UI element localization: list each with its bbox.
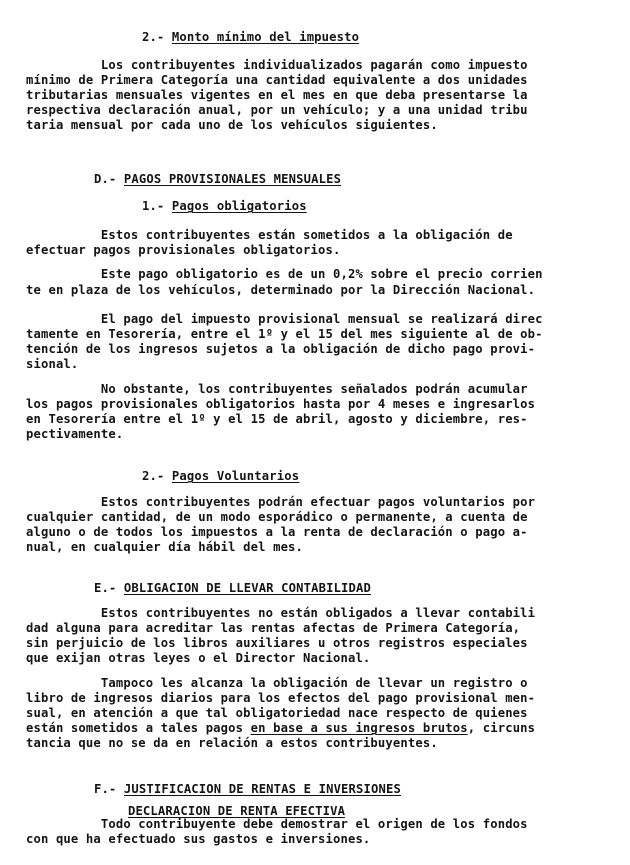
paragraph-line: sional. (26, 357, 79, 371)
paragraph-line: nual, en cualquier día hábil del mes. (26, 540, 304, 554)
section-letter: F.- (93, 782, 117, 796)
paragraph-line: No obstante, los contribuyentes señalados podrán acumular (26, 382, 528, 396)
paragraph-line: en Tesorería entre el 1º y el 15 de abril, agosto y diciembre, res- (26, 412, 528, 426)
section-number: 2.- (141, 30, 165, 44)
paragraph-line: Estos contribuyentes no están obligados a llevar contabili (26, 606, 536, 620)
section-subtitle: DECLARACION DE RENTA EFECTIVA (127, 804, 346, 818)
paragraph-line: los pagos provisionales obligatorios hasta por 4 meses e ingresarlos (26, 397, 536, 411)
paragraph-line: taria mensual por cada uno de los vehículos siguientes. (26, 118, 438, 132)
section-letter: E.- (93, 581, 117, 595)
section-letter: D.- (93, 172, 117, 186)
paragraph-line: tancia que no se da en relación a estos contribuyentes. (26, 736, 438, 750)
paragraph-line: Los contribuyentes individualizados pagarán como impuesto (26, 58, 528, 72)
paragraph-line: sin perjuicio de los libros auxiliares u otros registros especiales (26, 636, 528, 650)
paragraph-line: efectuar pagos provisionales obligatorios. (26, 243, 341, 257)
subsection-title: Pagos obligatorios (171, 199, 307, 213)
paragraph-line: alguno o de todos los impuestos a la renta de declaración o pago a- (26, 525, 528, 539)
paragraph-line: tamente en Tesorería, entre el 1º y el 15 del mes siguiente al de ob- (26, 327, 543, 341)
paragraph-line (26, 721, 535, 736)
paragraph-line: mínimo de Primera Categoría una cantidad equivalente a dos unidades (26, 73, 528, 87)
section-title: OBLIGACION DE LLEVAR CONTABILIDAD (123, 581, 372, 595)
subsection-number: 1.- (141, 199, 165, 213)
paragraph-line: Tampoco les alcanza la obligación de llevar un registro o (26, 676, 528, 690)
paragraph-line: dad alguna para acreditar las rentas afectas de Primera Categoría, (26, 621, 521, 635)
paragraph-line: Estos contribuyentes están sometidos a la obligación de (26, 228, 513, 242)
section-e-heading (64, 566, 371, 611)
paragraph-line: cualquier cantidad, de un modo esporádico o permanente, a cuenta de (26, 510, 528, 524)
paragraph-line: tención de los ingresos sujetos a la obligación de dicho pago provi- (26, 342, 536, 356)
paragraph-line: sual, en atención a que tal obligatoriedad nace respecto de quienes (26, 706, 528, 720)
paragraph-line: El pago del impuesto provisional mensual se realizará direc (26, 312, 543, 326)
subsection-number: 2.- (141, 469, 165, 483)
text-fragment: están sometidos a tales pagos (26, 721, 251, 735)
text-fragment: , circuns (467, 721, 536, 735)
paragraph-line: con que ha efectuado sus gastos e inversiones. (26, 832, 371, 846)
paragraph-line: tributarias mensuales vigentes en el mes en que deba presentarse la (26, 88, 528, 102)
section-2-heading (112, 15, 359, 60)
paragraph-line: te en plaza de los vehículos, determinado por la Dirección Nacional. (26, 283, 536, 297)
paragraph-line: Estos contribuyentes podrán efectuar pagos voluntarios por (26, 495, 536, 509)
underlined-phrase: en base a sus ingresos brutos (250, 721, 468, 735)
paragraph-line: respectiva declaración anual, por un vehículo; y a una unidad tribu (26, 103, 528, 117)
paragraph-line: Este pago obligatorio es de un 0,2% sobre el precio corrien (26, 267, 543, 281)
subsection-2-heading (112, 454, 299, 499)
paragraph-line: que exijan otras leyes o el Director Nacional. (26, 651, 371, 665)
section-title: JUSTIFICACION DE RENTAS E INVERSIONES (123, 782, 401, 796)
section-title: PAGOS PROVISIONALES MENSUALES (123, 172, 342, 186)
subsection-title: Pagos Voluntarios (171, 469, 300, 483)
paragraph-line: Todo contribuyente debe demostrar el origen de los fondos (26, 817, 528, 831)
paragraph-line: libro de ingresos diarios para los efectos del pago provisional men- (26, 691, 536, 705)
section-title: Monto mínimo del impuesto (171, 30, 360, 44)
paragraph-line: pectivamente. (26, 427, 124, 441)
subsection-1-heading (112, 184, 307, 229)
